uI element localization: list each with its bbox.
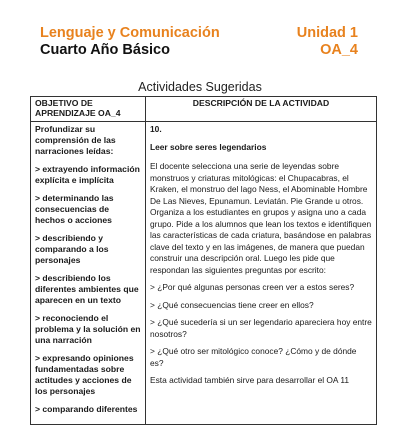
question-item: > ¿Por qué algunas personas creen ver a estos seres? xyxy=(150,282,355,293)
objective-column-header: OBJETIVO DE APRENDIZAJE OA_4 xyxy=(31,97,146,122)
objective-item: > comparando diferentes xyxy=(35,404,138,414)
question-item: > ¿Qué sucedería si un ser legendario apareciera hoy entre nosotros? xyxy=(150,317,372,339)
table-row xyxy=(31,122,377,425)
objective-item: > expresando opiniones fundamentadas sobre actitudes y acciones de los personajes xyxy=(35,353,134,396)
objective-item: > describiendo los diferentes ambientes que aparecen en un texto xyxy=(35,273,139,305)
objective-code: OA_4 xyxy=(320,42,358,58)
activities-table xyxy=(30,96,377,425)
activity-description: El docente selecciona una serie de leyendas sobre monstruos y criaturas mitológicas: el Chupacabras, el Kraken, el monstruo del lago Ness, el Abominable Hombre De Las Nieves, Epunamun. Leviatán. Pie Grande u otros. Organiza a los estudiantes en grupos y asigna uno a cada grupo. Pide a los alumnos que lean los textos e identifiquen las características de cada criatura, basándose en palabras clave del texto y en las imágenes, de manera que puedan construir una descripción oral. Luego les pide que respondan las siguientes preguntas por escrito: xyxy=(150,161,372,275)
activity-cell xyxy=(146,122,377,425)
section-title: Actividades Sugeridas xyxy=(138,80,262,94)
activity-title: Leer sobre seres legendarios xyxy=(150,141,267,152)
question-item: > ¿Qué consecuencias tiene creer en ellos? xyxy=(150,299,314,310)
activity-note: Esta actividad también sirve para desarrollar el OA 11 xyxy=(150,375,350,386)
objective-item: Profundizar su comprensión de las narraciones leídas: xyxy=(35,124,116,156)
objectives-cell xyxy=(31,122,146,425)
objective-item: > describiendo y comparando a los personajes xyxy=(35,233,109,265)
objective-item: > reconociendo el problema y la solución en una narración xyxy=(35,313,141,345)
activity-column-header: DESCRIPCIÓN DE LA ACTIVIDAD xyxy=(146,97,377,122)
grade-title: Cuarto Año Básico xyxy=(40,42,170,58)
objective-item: > extrayendo información explícita e implícita xyxy=(35,164,140,185)
table-header-row xyxy=(31,97,377,122)
subject-title: Lenguaje y Comunicación xyxy=(40,25,220,41)
unit-label: Unidad 1 xyxy=(296,25,358,41)
page-header xyxy=(40,26,358,60)
objective-item: > determinando las consecuencias de hechos o acciones xyxy=(35,193,114,225)
activity-number: 10. xyxy=(150,124,162,134)
question-item: > ¿Qué otro ser mitológico conoce? ¿Cómo y de dónde es? xyxy=(150,346,357,368)
